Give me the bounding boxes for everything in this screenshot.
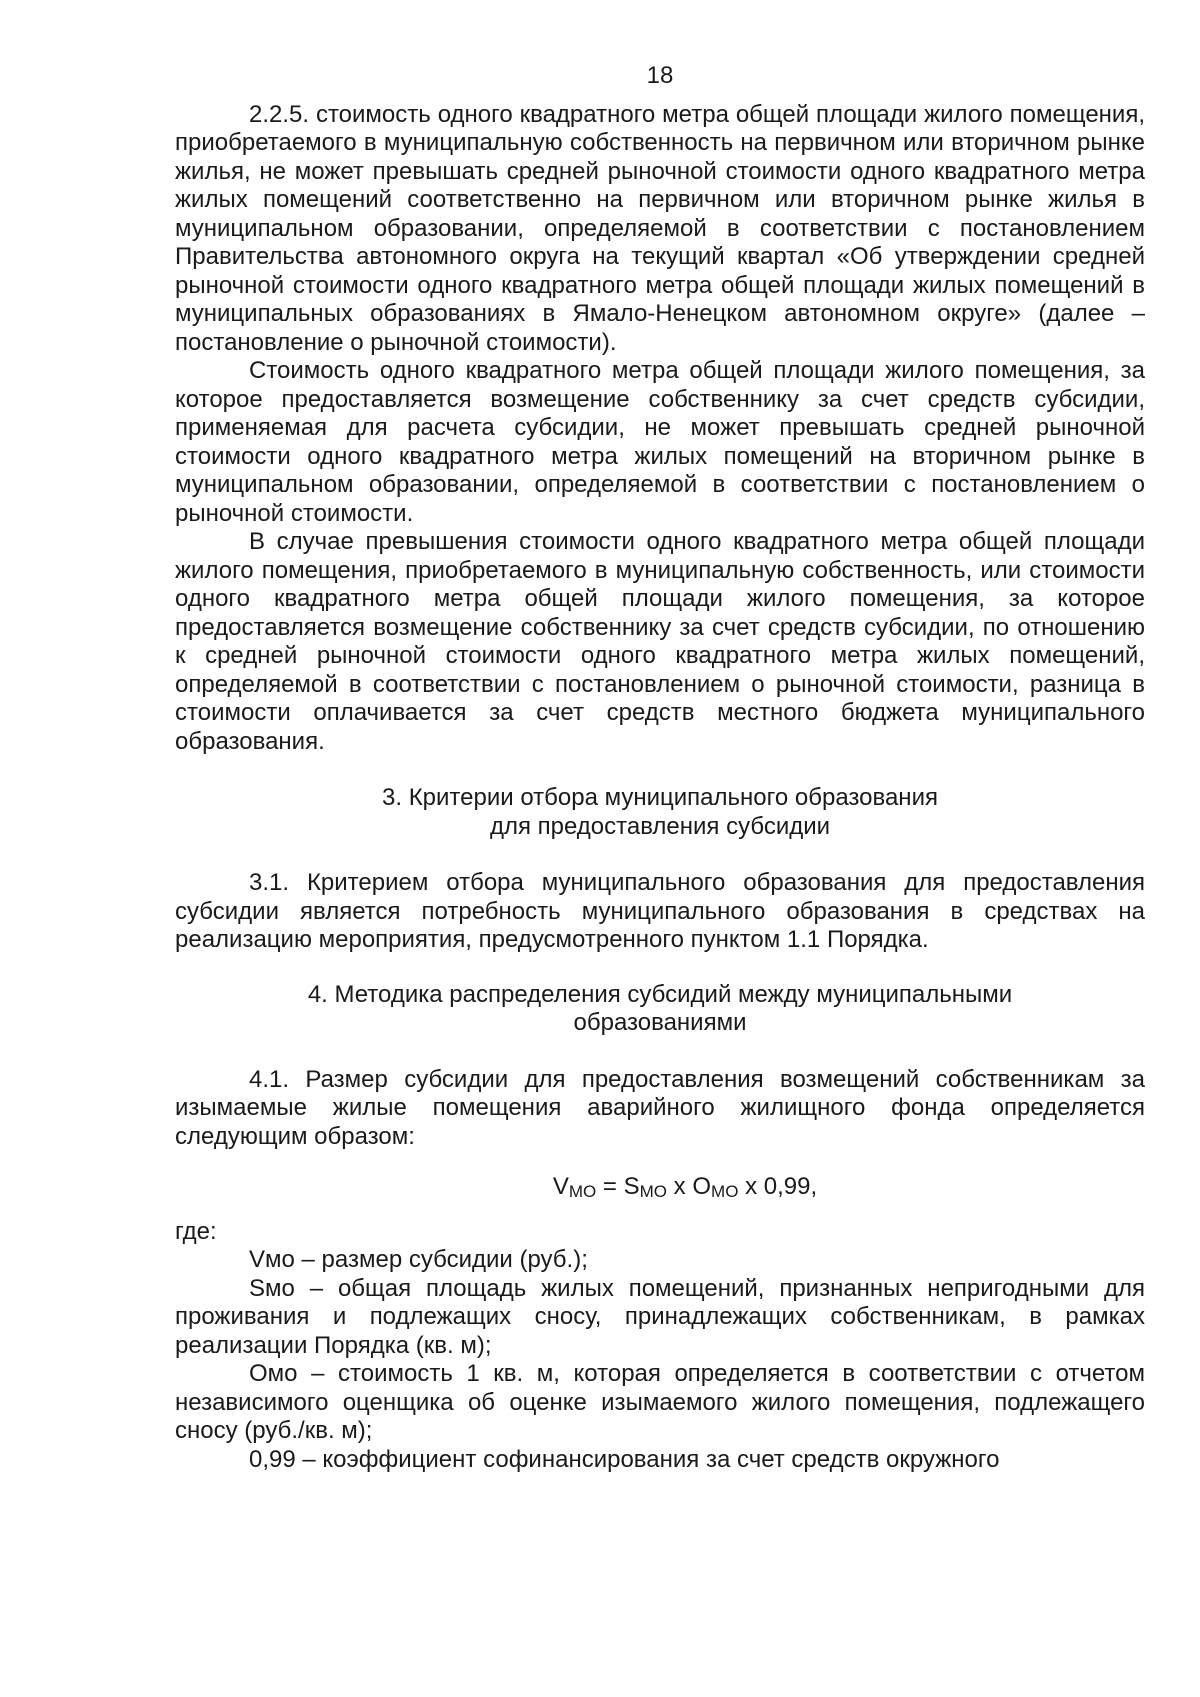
formula-v-sub: МО: [568, 1182, 597, 1201]
formula-equals: =: [596, 1173, 624, 1200]
paragraph-cost-limit: Стоимость одного квадратного метра общей площади жилого помещения, за которое предоставляется возмещение собственнику за счет средств субсидии, применяемая для расчета субсидии, не может превышать средней рыночной стоимости одного квадратного метра жилых помещений на вторичном рынке в муниципальном образовании, определяемой в соответствии с постановлением о рыночной стоимости.: [175, 357, 1145, 527]
section-4-heading-line-1: 4. Методика распределения субсидий между муниципальными: [307, 980, 1013, 1008]
formula-rest: x 0,99,: [738, 1173, 818, 1200]
paragraph-3-1: 3.1. Критерием отбора муниципального образования для предоставления субсидии является потребность муниципального образования в средствах на реализацию мероприятия, предусмотренного пунктом 1.1 Порядка.: [175, 869, 1145, 953]
paragraph-price-difference: В случае превышения стоимости одного квадратного метра общей площади жилого помещения, приобретаемого в муниципальную собственность, или стоимости одного квадратного метра общей площади жилого помещения, за которое предоставляется возмещение собственнику за счет средств субсидии, по отношению к средней рыночной стоимости одного квадратного метра жилых помещений, определяемой в соответствии с постановлением о рыночной стоимости, разница в стоимости оплачивается за счет средств местного бюджета муниципального образования.: [175, 528, 1145, 755]
subsidy-formula: [175, 1173, 1145, 1202]
formula-s-sub: МО: [639, 1182, 668, 1201]
formula-o: O: [692, 1173, 712, 1200]
paragraph-4-1: 4.1. Размер субсидии для предоставления возмещений собственникам за изымаемые жилые помещения аварийного жилищного фонда определяется следующим образом:: [175, 1065, 1145, 1150]
section-4-heading: [175, 981, 1145, 1038]
section-3-heading-line-2: для предоставления субсидии: [489, 812, 831, 840]
where-label: где:: [175, 1217, 217, 1245]
definition-smo: Sмо – общая площадь жилых помещений, признанных непригодными для проживания и подлежащих сносу, принадлежащих собственникам, в рамках реализации Порядка (кв. м);: [175, 1274, 1145, 1359]
section-3-heading: [175, 784, 1145, 841]
page-number: 18: [646, 62, 674, 89]
formula-times: x: [667, 1173, 693, 1200]
section-3-heading-line-1: 3. Критерии отбора муниципального образования: [382, 784, 938, 811]
formula-s: S: [623, 1173, 640, 1200]
section-4-heading-line-2: образованиями: [573, 1009, 747, 1036]
definition-coefficient: 0,99 – коэффициент софинансирования за счет средств окружного: [249, 1445, 1000, 1473]
paragraph-2-2-5: 2.2.5. стоимость одного квадратного метра общей площади жилого помещения, приобретаемого в муниципальную собственность на первичном или вторичном рынке жилья, не может превышать средней рыночной стоимости одного квадратного метра жилых помещений соответственно на первичном или вторичном рынке жилья в муниципальном образовании, определяемой в соответствии с постановлением Правительства автономного округа на текущий квартал «Об утверждении средней рыночной стоимости одного квадратного метра общей площади жилых помещений в муниципальных образованиях в Ямало-Ненецком автономном округе» (далее – постановление о рыночной стоимости).: [175, 100, 1145, 356]
definition-omo: Омо – стоимость 1 кв. м, которая определяется в соответствии с отчетом независимого оценщика об оценке изымаемого жилого помещения, подлежащего сносу (руб./кв. м);: [175, 1360, 1145, 1444]
formula-v: V: [552, 1173, 569, 1200]
definition-vmo: Vмо – размер субсидии (руб.);: [249, 1246, 588, 1273]
formula-o-sub: МО: [711, 1182, 739, 1201]
document-page: [175, 62, 1145, 1474]
